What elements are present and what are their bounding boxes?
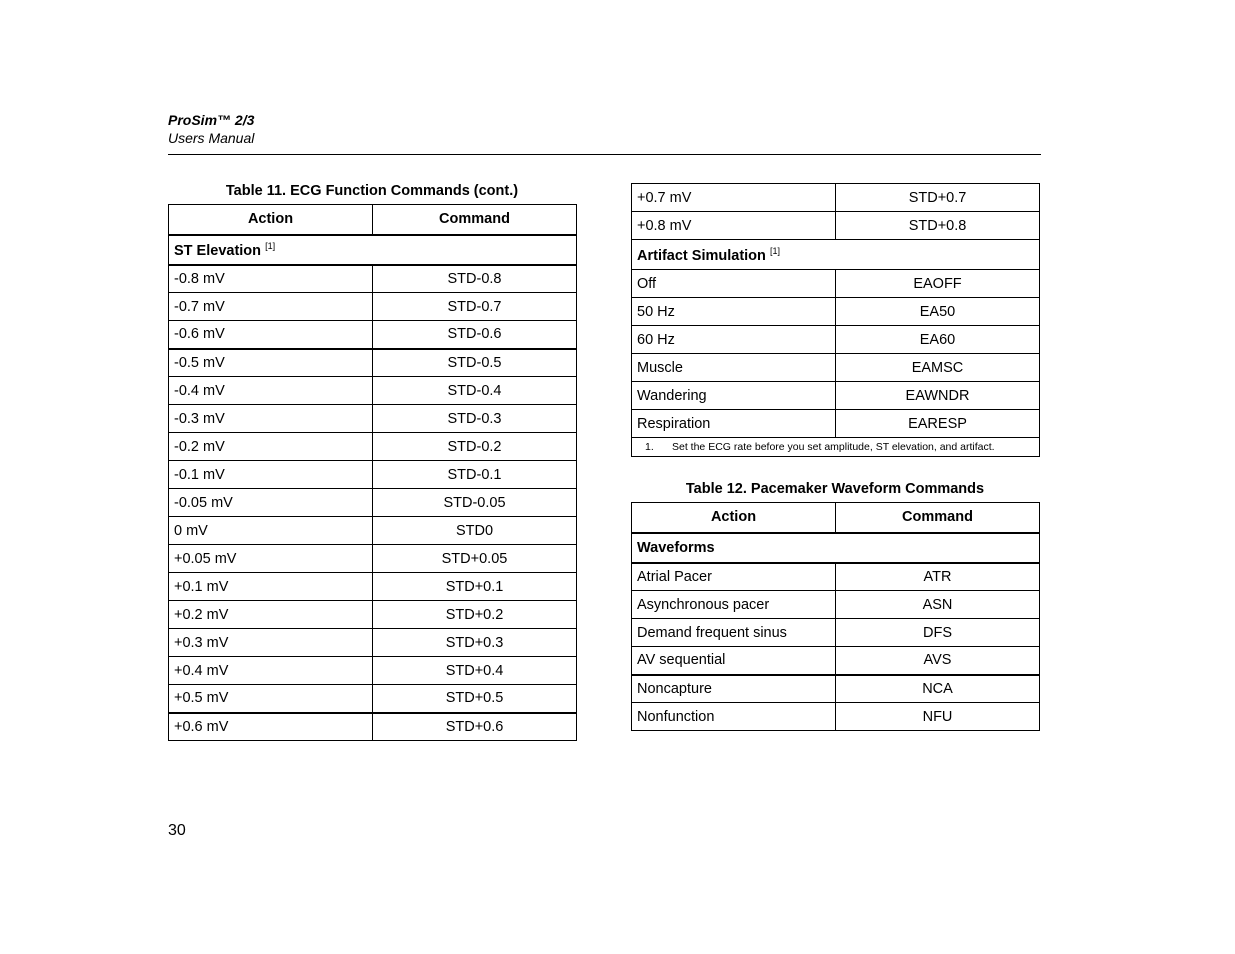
action-cell: +0.6 mV: [169, 713, 373, 741]
action-cell: +0.3 mV: [169, 629, 373, 657]
table11-continued-body: [632, 184, 1040, 240]
command-cell: STD-0.7: [373, 293, 577, 321]
command-cell: STD-0.1: [373, 461, 577, 489]
table-row: [632, 298, 1040, 326]
table-row: [169, 489, 577, 517]
action-cell: Nonfunction: [632, 703, 836, 731]
action-cell: Off: [632, 270, 836, 298]
command-cell: STD+0.5: [373, 685, 577, 713]
table-row: [169, 293, 577, 321]
action-cell: Noncapture: [632, 675, 836, 703]
command-cell: ATR: [836, 563, 1040, 591]
action-cell: Wandering: [632, 382, 836, 410]
command-cell: STD+0.2: [373, 601, 577, 629]
table11-artifact-section-row: [632, 240, 1040, 270]
action-cell: 50 Hz: [632, 298, 836, 326]
command-cell: STD+0.8: [836, 212, 1040, 240]
footnote-text: Set the ECG rate before you set amplitude, ST elevation, and artifact.: [672, 441, 995, 453]
command-cell: ASN: [836, 591, 1040, 619]
command-cell: EAWNDR: [836, 382, 1040, 410]
action-cell: -0.2 mV: [169, 433, 373, 461]
table-row: [169, 657, 577, 685]
action-cell: -0.3 mV: [169, 405, 373, 433]
action-cell: +0.5 mV: [169, 685, 373, 713]
page-number: 30: [168, 822, 186, 839]
command-cell: STD+0.05: [373, 545, 577, 573]
table-row: [169, 405, 577, 433]
table11-artifact-body: [632, 270, 1040, 438]
table-row: [632, 563, 1040, 591]
action-cell: +0.7 mV: [632, 184, 836, 212]
command-cell: STD-0.3: [373, 405, 577, 433]
command-cell: EAMSC: [836, 354, 1040, 382]
table-row: [632, 212, 1040, 240]
command-cell: STD-0.6: [373, 321, 577, 349]
action-cell: 60 Hz: [632, 326, 836, 354]
table-row: [169, 685, 577, 713]
table11-header-row: [169, 205, 577, 235]
command-cell: STD-0.8: [373, 265, 577, 293]
action-cell: Respiration: [632, 410, 836, 438]
action-cell: Demand frequent sinus: [632, 619, 836, 647]
action-cell: 0 mV: [169, 517, 373, 545]
table-row: [169, 265, 577, 293]
table-row: [632, 647, 1040, 675]
table-row: [169, 517, 577, 545]
footnote-number: 1.: [645, 441, 654, 453]
section-label: Artifact Simulation: [637, 247, 766, 264]
table-row: [169, 349, 577, 377]
section-label: ST Elevation: [174, 242, 262, 259]
table11-body: [169, 265, 577, 741]
action-cell: +0.1 mV: [169, 573, 373, 601]
table-row: [632, 326, 1040, 354]
action-cell: Asynchronous pacer: [632, 591, 836, 619]
table-row: [169, 461, 577, 489]
command-cell: STD0: [373, 517, 577, 545]
section-st-elevation: [169, 235, 577, 265]
command-cell: EAOFF: [836, 270, 1040, 298]
table-row: [169, 377, 577, 405]
action-cell: -0.4 mV: [169, 377, 373, 405]
action-cell: +0.4 mV: [169, 657, 373, 685]
command-cell: STD-0.05: [373, 489, 577, 517]
command-cell: STD-0.4: [373, 377, 577, 405]
table-row: [632, 410, 1040, 438]
command-cell: STD+0.4: [373, 657, 577, 685]
table11-footnote: [632, 438, 1040, 457]
command-cell: EA50: [836, 298, 1040, 326]
command-cell: STD+0.1: [373, 573, 577, 601]
product-name: ProSim™ 2/3: [168, 112, 255, 128]
table12-caption: Table 12. Pacemaker Waveform Commands: [685, 481, 985, 497]
table12-col-action: Action: [632, 503, 836, 533]
table11-section-row: [169, 235, 577, 265]
table12-section-row: [632, 533, 1040, 563]
table11-col-action: Action: [169, 205, 373, 235]
action-cell: -0.1 mV: [169, 461, 373, 489]
action-cell: -0.5 mV: [169, 349, 373, 377]
table-row: [632, 270, 1040, 298]
table12-header-row: [632, 503, 1040, 533]
table-row: [169, 629, 577, 657]
command-cell: EARESP: [836, 410, 1040, 438]
command-cell: STD+0.6: [373, 713, 577, 741]
table-row: [169, 321, 577, 349]
manual-title: Users Manual: [168, 130, 255, 146]
table-row: [632, 675, 1040, 703]
table12-body: [632, 563, 1040, 731]
page-header: [168, 111, 1041, 147]
table-row: [632, 184, 1040, 212]
header-rule: [168, 154, 1041, 155]
footnote-ref: [1]: [769, 245, 780, 256]
table-row: [632, 619, 1040, 647]
command-cell: EA60: [836, 326, 1040, 354]
command-cell: AVS: [836, 647, 1040, 675]
command-cell: DFS: [836, 619, 1040, 647]
action-cell: +0.8 mV: [632, 212, 836, 240]
table11-col-command: Command: [373, 205, 577, 235]
table-row: [169, 433, 577, 461]
table-row: [169, 713, 577, 741]
table-row: [632, 354, 1040, 382]
action-cell: +0.05 mV: [169, 545, 373, 573]
action-cell: AV sequential: [632, 647, 836, 675]
command-cell: NCA: [836, 675, 1040, 703]
table-row: [632, 591, 1040, 619]
table-row: [632, 703, 1040, 731]
action-cell: +0.2 mV: [169, 601, 373, 629]
command-cell: STD+0.7: [836, 184, 1040, 212]
table-row: [169, 545, 577, 573]
action-cell: -0.05 mV: [169, 489, 373, 517]
command-cell: STD-0.5: [373, 349, 577, 377]
table11-continued: [631, 183, 1040, 457]
command-cell: NFU: [836, 703, 1040, 731]
table11-caption: Table 11. ECG Function Commands (cont.): [225, 183, 519, 199]
table-row: [632, 382, 1040, 410]
action-cell: Muscle: [632, 354, 836, 382]
table-row: [169, 573, 577, 601]
table11-footnote-row: [632, 438, 1040, 457]
table-row: [169, 601, 577, 629]
section-artifact-simulation: [632, 240, 1040, 270]
command-cell: STD-0.2: [373, 433, 577, 461]
section-waveforms: Waveforms: [632, 533, 1040, 563]
table12-col-command: Command: [836, 503, 1040, 533]
action-cell: -0.6 mV: [169, 321, 373, 349]
table11: [168, 204, 577, 741]
action-cell: Atrial Pacer: [632, 563, 836, 591]
footnote-ref: [1]: [265, 240, 276, 251]
table12: [631, 502, 1040, 731]
action-cell: -0.8 mV: [169, 265, 373, 293]
command-cell: STD+0.3: [373, 629, 577, 657]
action-cell: -0.7 mV: [169, 293, 373, 321]
